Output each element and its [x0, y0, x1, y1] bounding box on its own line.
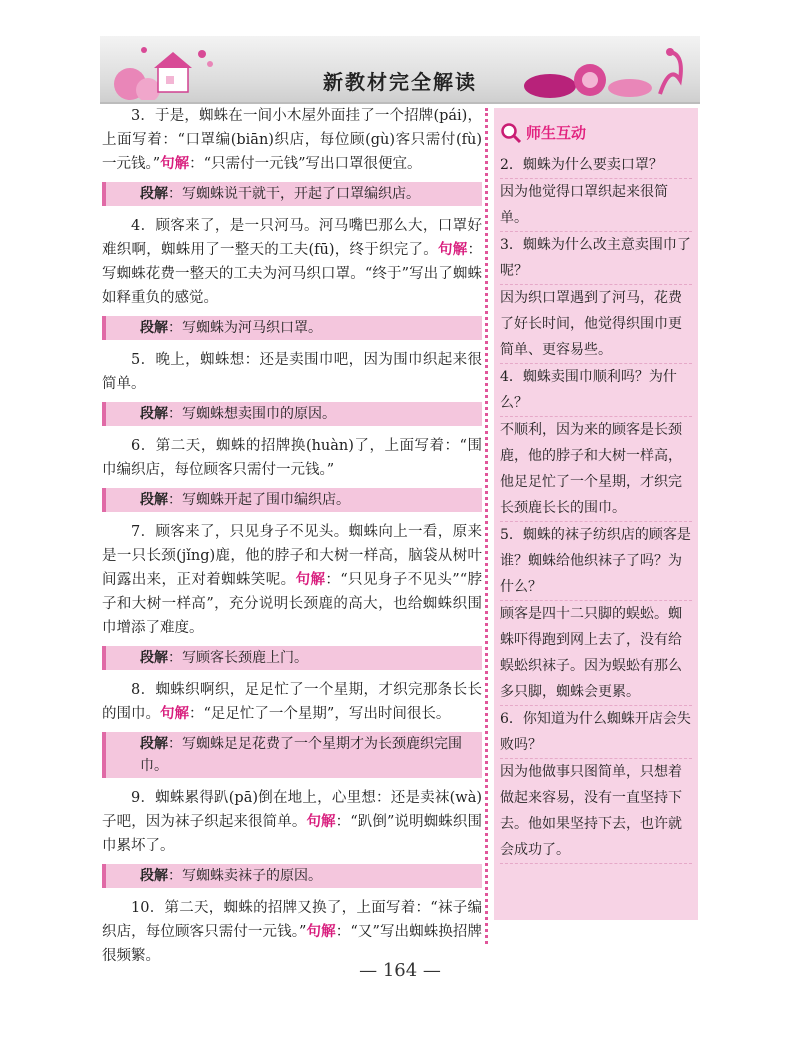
question: 5．蜘蛛的袜子纺织店的顾客是谁？蜘蛛给他织袜子了吗？为什么？: [500, 522, 692, 601]
snail-decoration-icon: [520, 44, 690, 100]
paragraph-8: 8．蜘蛛织啊织，足足忙了一个星期，才织完那条长长的围巾。句解：“足足忙了一个星期”，写出时间很长。: [102, 682, 482, 722]
sidebar-title: 师生互动: [526, 124, 587, 142]
magnifier-icon: [500, 122, 522, 144]
page-header: [100, 36, 700, 104]
sentence-note-label: 句解: [160, 156, 190, 172]
paragraph-4: 4．顾客来了，是一只河马。河马嘴巴那么大，口罩好难织啊，蜘蛛用了一整天的工夫(fū)，终于织完了。句解：写蜘蛛花费一整天的工夫为河马织口罩。“终于”写出了蜘蛛如释重负的感觉。: [102, 218, 482, 306]
sentence-note-label: 句解: [438, 242, 468, 258]
main-column: [102, 104, 482, 974]
sentence-note-label: 句解: [295, 572, 326, 588]
answer: 因为他觉得口罩织起来很简单。: [500, 179, 692, 232]
paragraph-5: 5．晚上，蜘蛛想：还是卖围巾吧，因为围巾织起来很简单。: [102, 352, 482, 392]
paragraph-summary: 段解：写蜘蛛卖袜子的原因。: [102, 864, 482, 888]
paragraph-summary: 段解：写蜘蛛说干就干，开起了口罩编织店。: [102, 182, 482, 206]
question: 4．蜘蛛卖围巾顺利吗？为什么？: [500, 364, 692, 417]
answer: 顾客是四十二只脚的蜈蚣。蜘蛛吓得跑到网上去了，没有给蜈蚣织袜子。因为蜈蚣有那么多只脚，蜘蛛会更累。: [500, 601, 692, 706]
sentence-note-label: 句解: [306, 924, 336, 940]
paragraph-7: 7．顾客来了，只见身子不见头。蜘蛛向上一看，原来是一只长颈(jǐng)鹿，他的脖子和大树一样高，脑袋从树叶间露出来，正对着蜘蛛笑呢。句解：“只见身子不见头”“脖子和大树一样高”，充分说明长颈鹿的高大，也给蜘蛛织围巾增添了难度。: [102, 524, 482, 636]
paragraph-10: 10．第二天，蜘蛛的招牌又换了，上面写着：“袜子编织店，每位顾客只需付一元钱。”句解：“又”写出蜘蛛换招牌很频繁。: [102, 900, 483, 964]
sidebar-header: [500, 114, 692, 152]
paragraph-summary: 段解：写蜘蛛足足花费了一个星期才为长颈鹿织完围巾。: [102, 732, 482, 778]
sidebar-teacher-student: [494, 108, 698, 920]
question: 6．你知道为什么蜘蛛开店会失败吗？: [500, 706, 692, 759]
sentence-note-label: 句解: [306, 814, 336, 830]
paragraph-summary: 段解：写蜘蛛为河马织口罩。: [102, 316, 482, 340]
answer: 因为他做事只图简单，只想着做起来容易，没有一直坚持下去。他如果坚持下去，也许就会成功了。: [500, 759, 692, 864]
paragraph-9: 9．蜘蛛累得趴(pā)倒在地上，心里想：还是卖袜(wà)子吧，因为袜子织起来很简单。句解：“趴倒”说明蜘蛛织围巾累坏了。: [102, 790, 483, 854]
question: 2．蜘蛛为什么要卖口罩？: [500, 152, 692, 179]
answer: 不顺利，因为来的顾客是长颈鹿，他的脖子和大树一样高，他足足忙了一个星期，才织完长颈鹿长长的围巾。: [500, 417, 692, 522]
question: 3．蜘蛛为什么改主意卖围巾了呢？: [500, 232, 692, 285]
paragraph-summary: 段解：写蜘蛛开起了围巾编织店。: [102, 488, 482, 512]
paragraph-summary: 段解：写蜘蛛想卖围巾的原因。: [102, 402, 482, 426]
paragraph-summary: 段解：写顾客长颈鹿上门。: [102, 646, 482, 670]
answer: 因为织口罩遇到了河马，花费了好长时间，他觉得织围巾更简单、更容易些。: [500, 285, 692, 364]
sentence-note-label: 句解: [160, 706, 189, 722]
paragraph-6: 6．第二天，蜘蛛的招牌换(huàn)了，上面写着：“围巾编织店，每位顾客只需付一元钱。”: [102, 438, 482, 478]
page-number: — 164 —: [359, 960, 441, 981]
heart-dotted-divider: [485, 108, 488, 944]
paragraph-3: 3．于是，蜘蛛在一间小木屋外面挂了一个招牌(pái)，上面写着：“口罩编(biān)织店，每位顾(gù)客只需付(fù)一元钱。”句解：“只需付一元钱”写出口罩很便宜。: [102, 108, 482, 172]
header-title: 新教材完全解读: [323, 70, 477, 94]
